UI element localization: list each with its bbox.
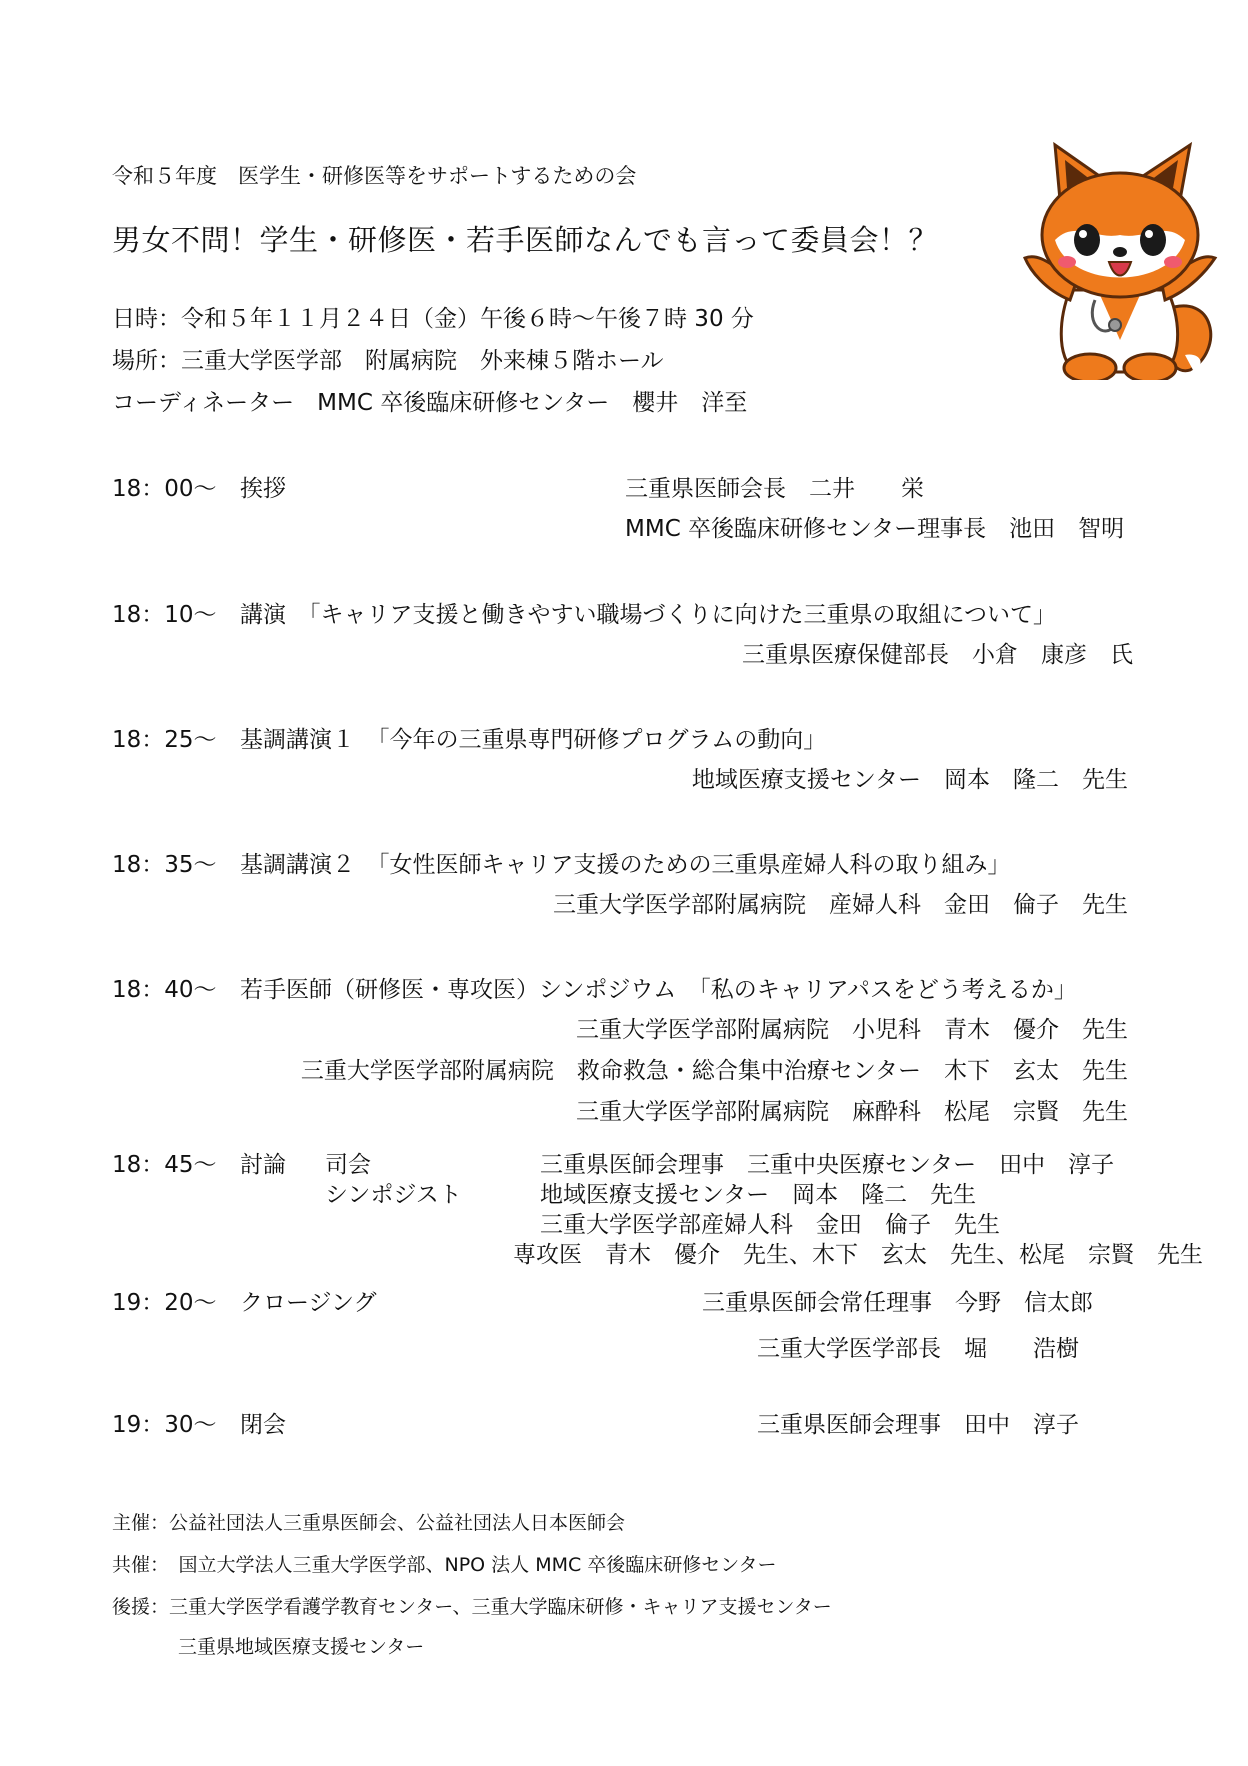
program-label: 討論 bbox=[240, 1152, 286, 1178]
speaker: 三重県医師会理事 三重中央医療センター 田中 淳子 bbox=[540, 1152, 1115, 1178]
program-time: 18：35～ bbox=[112, 852, 217, 878]
supporters-continued: 三重県地域医療支援センター bbox=[178, 1636, 425, 1658]
program-time: 18：45～ bbox=[112, 1152, 217, 1178]
speaker: 三重県医師会常任理事 今野 信太郎 bbox=[702, 1290, 1093, 1316]
speaker: 三重大学医学部産婦人科 金田 倫子 先生 bbox=[540, 1212, 1000, 1238]
role-moderator: 司会 bbox=[325, 1152, 371, 1178]
speaker: 三重大学医学部附属病院 麻酔科 松尾 宗賢 先生 bbox=[576, 1099, 1128, 1125]
role-symposist: シンポジスト bbox=[325, 1182, 462, 1208]
speaker: MMC 卒後臨床研修センター理事長 池田 智明 bbox=[625, 516, 1125, 542]
speaker: 地域医療支援センター 岡本 隆二 先生 bbox=[540, 1182, 977, 1208]
event-coordinator: コーディネーター MMC 卒後臨床研修センター 櫻井 洋至 bbox=[112, 390, 748, 416]
program-label: 基調講演１ 「今年の三重県専門研修プログラムの動向」 bbox=[240, 727, 827, 753]
program-label: 若手医師（研修医・専攻医）シンポジウム 「私のキャリアパスをどう考えるか」 bbox=[240, 977, 1077, 1003]
speaker: 三重大学医学部長 堀 浩樹 bbox=[757, 1336, 1079, 1362]
program-label: 挨拶 bbox=[240, 476, 286, 502]
event-subtitle: 令和５年度 医学生・研修医等をサポートするための会 bbox=[112, 164, 637, 188]
event-datetime: 日時：令和５年１１月２４日（金）午後６時～午後７時 30 分 bbox=[112, 306, 754, 332]
fox-doctor-mascot bbox=[1015, 140, 1225, 380]
cohost-organizers: 共催： 国立大学法人三重大学医学部、NPO 法人 MMC 卒後臨床研修センター bbox=[112, 1554, 777, 1576]
event-venue: 場所：三重大学医学部 附属病院 外来棟５階ホール bbox=[112, 348, 664, 374]
program-label: 基調講演２ 「女性医師キャリア支援のための三重県産婦人科の取り組み」 bbox=[240, 852, 1011, 878]
program-label: クロージング bbox=[240, 1290, 377, 1316]
program-label: 講演 「キャリア支援と働きやすい職場づくりに向けた三重県の取組について」 bbox=[240, 602, 1057, 628]
program-label: 閉会 bbox=[240, 1412, 286, 1438]
event-title: 男女不問！学生・研修医・若手医師なんでも言って委員会！？ bbox=[112, 223, 939, 257]
program-time: 18：40～ bbox=[112, 977, 217, 1003]
speaker: 三重大学医学部附属病院 小児科 青木 優介 先生 bbox=[576, 1017, 1128, 1043]
speaker: 三重大学医学部附属病院 産婦人科 金田 倫子 先生 bbox=[553, 892, 1128, 918]
program-time: 18：10～ bbox=[112, 602, 217, 628]
program-time: 18：25～ bbox=[112, 727, 217, 753]
speaker: 専攻医 青木 優介 先生、木下 玄太 先生、松尾 宗賢 先生 bbox=[513, 1242, 1203, 1268]
speaker: 三重県医師会理事 田中 淳子 bbox=[757, 1412, 1079, 1438]
speaker: 三重県医師会長 二井 栄 bbox=[625, 476, 924, 502]
program-time: 18：00～ bbox=[112, 476, 217, 502]
program-time: 19：30～ bbox=[112, 1412, 217, 1438]
speaker: 三重大学医学部附属病院 救命救急・総合集中治療センター 木下 玄太 先生 bbox=[300, 1058, 1128, 1084]
speaker: 地域医療支援センター 岡本 隆二 先生 bbox=[691, 767, 1128, 793]
speaker: 三重県医療保健部長 小倉 康彦 氏 bbox=[742, 642, 1133, 668]
supporters: 後援：三重大学医学看護学教育センター、三重大学臨床研修・キャリア支援センター bbox=[112, 1596, 832, 1618]
host-organizers: 主催：公益社団法人三重県医師会、公益社団法人日本医師会 bbox=[112, 1512, 626, 1534]
program-time: 19：20～ bbox=[112, 1290, 217, 1316]
